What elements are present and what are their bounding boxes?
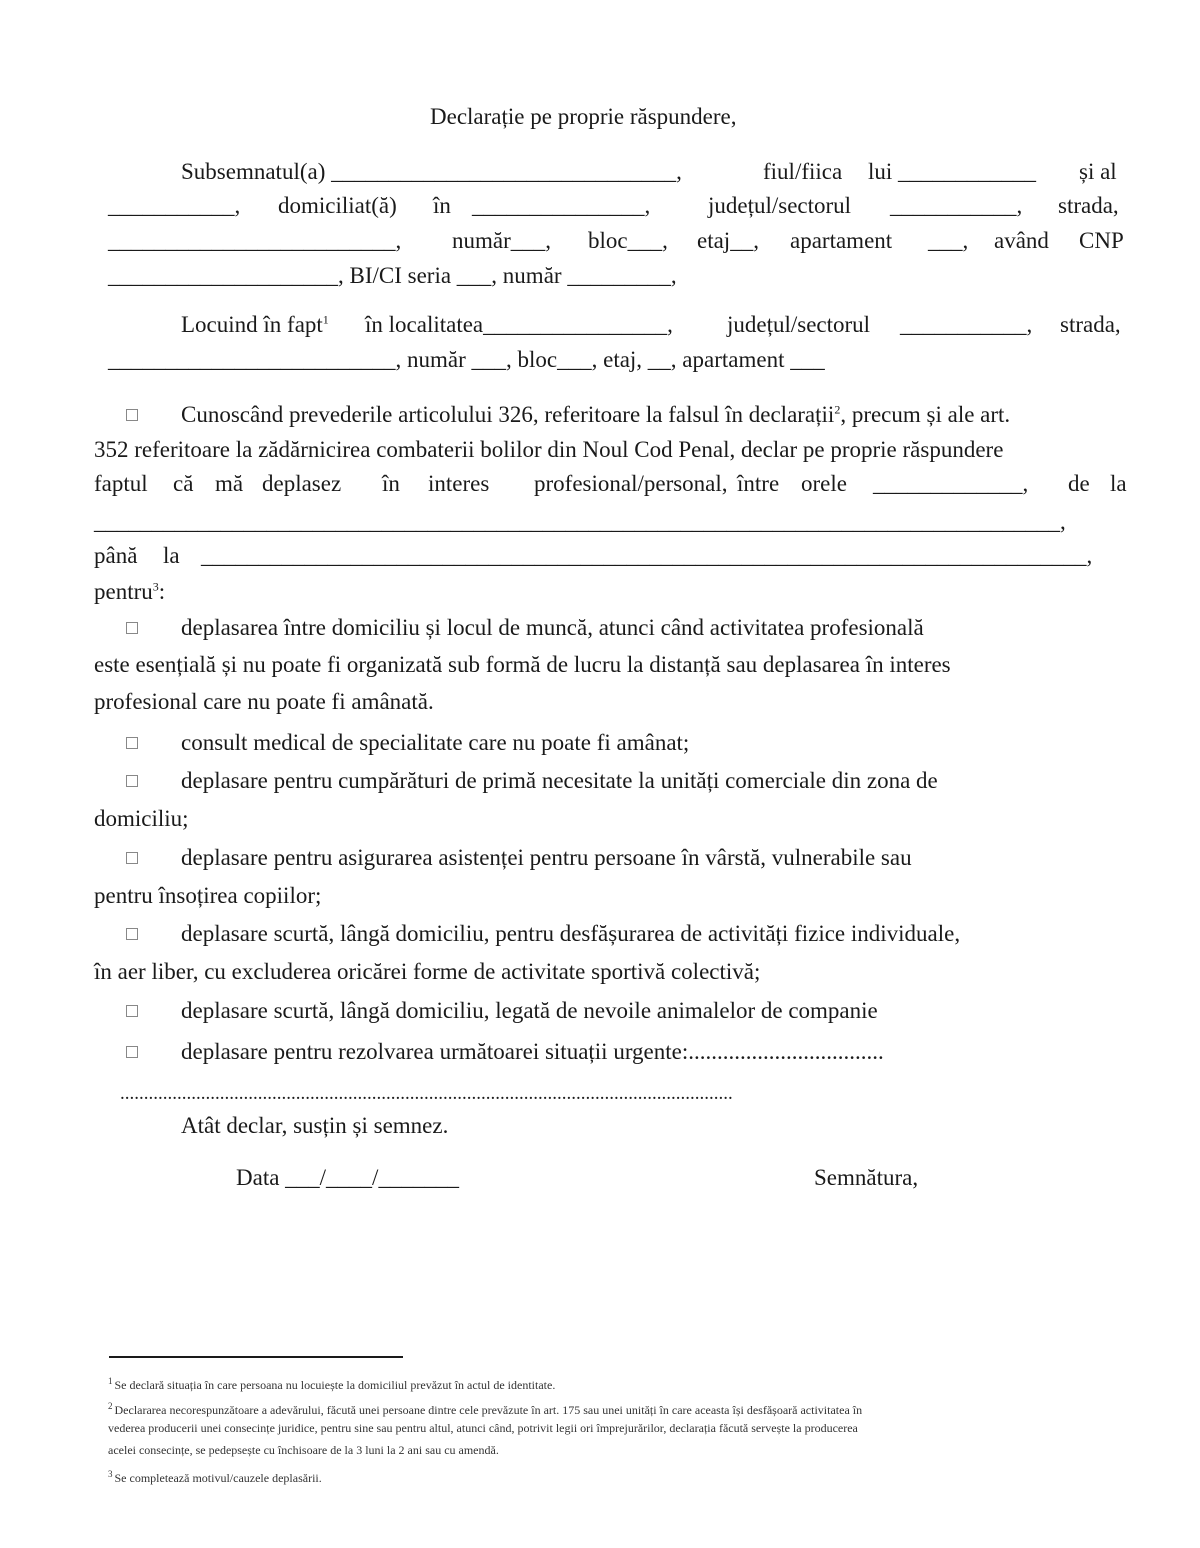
si-al-label: și al: [1079, 159, 1117, 184]
apartament-field: ___,: [928, 228, 969, 253]
document-title-line: [0, 99, 1200, 135]
reason-4-line-1: deplasare pentru asigurarea asistenței pentru persoane în vârstă, vulnerabile sau: [0, 840, 1200, 876]
identity-line-2: [0, 188, 1200, 224]
footnote-separator: [109, 1356, 403, 1358]
identity-line-1: [0, 154, 1200, 190]
reason-7-line: deplasare pentru rezolvarea următoarei situații urgente:..................................: [0, 1034, 1200, 1070]
reason-6-line: deplasare scurtă, lângă domiciliu, legată de nevoile animalelor de companie: [0, 993, 1200, 1029]
mama-field: ___________,: [108, 193, 241, 218]
reason-1-line-2: este esențială și nu poate fi organizată sub formă de lucru la distanță sau deplasarea în interes: [94, 652, 951, 677]
reason-7-checkbox[interactable]: [126, 1046, 138, 1058]
subsemnatul-label: Subsemnatul(a) ______________________________,: [181, 159, 682, 184]
declaration-line-5: până la _____________________________________________________________________________,: [0, 538, 1200, 574]
reason-4-checkbox[interactable]: [126, 852, 138, 864]
reason-5-line-1: deplasare scurtă, lângă domiciliu, pentru desfășurarea de activități fizice individuale,: [0, 916, 1200, 952]
residence-line-1: [0, 307, 1200, 343]
judet-field: ___________,: [890, 193, 1023, 218]
strada-residence-label: strada,: [1060, 312, 1121, 337]
declaration-line-2: 352 referitoare la zădărnicirea combaterii bolilor din Noul Cod Penal, declar pe proprie răspundere: [94, 437, 1004, 462]
domiciliu-field: _______________,: [472, 193, 651, 218]
residence-address-field: _________________________, număr ___, bloc___, etaj, __, apartament ___: [108, 347, 825, 372]
reason-3-checkbox[interactable]: [126, 775, 138, 787]
judet-residence-label: județul/sectorul: [727, 312, 871, 337]
declaration-checkbox[interactable]: [126, 409, 138, 421]
identity-line-3: [0, 223, 1200, 259]
date-signature-line: [0, 1160, 1200, 1196]
reason-3-line-1: deplasare pentru cumpărături de primă necesitate la unități comerciale din zona de: [0, 763, 1200, 799]
footnote-2-line-1: $^2$ Declararea necorespunzătoare a adevărului, făcută unei persoane dintre cele prevăzute în art. 175 sau unei unități în care aceasta își desfășoară activitatea în: [108, 1401, 863, 1417]
footnote-ref-3: 3: [152, 579, 159, 594]
bloc-field: bloc___,: [588, 228, 668, 253]
closing-statement-line: [0, 1108, 1200, 1144]
ora-field: _____________,: [873, 471, 1029, 496]
reason-6-checkbox[interactable]: [126, 1005, 138, 1017]
reason-3-line-2: domiciliu;: [94, 806, 189, 831]
footnote-2-line-3: acelei consecințe, se pedepsește cu închisoare de la 3 luni la 2 ani sau cu amendă.: [108, 1443, 499, 1457]
reason-1-checkbox[interactable]: [126, 622, 138, 634]
judet-label: județul/sectorul: [708, 193, 852, 218]
reason-7-continuation: .................................................................................................................................: [120, 1083, 733, 1104]
declaration-line-3: faptul că mă deplasez în interes profesional/personal, între orele _____________, de la: [0, 466, 1200, 502]
reason-1-line-3: profesional care nu poate fi amânată.: [94, 689, 434, 714]
declaration-line-1: Cunoscând prevederile articolului 326, referitoare la falsul în declarații$^2$, precum și ale art.: [0, 397, 1200, 433]
residence-line-2: [0, 342, 1200, 378]
footnote-ref-1: 1: [322, 312, 329, 327]
footnote-1: $^1$ Se declară situația în care persoana nu locuiește la domiciliul prevăzut în actul de identitate.: [108, 1376, 556, 1392]
cnp-bi-field: ____________________, BI/CI seria ___, număr _________,: [108, 263, 677, 288]
reason-5-checkbox[interactable]: [126, 928, 138, 940]
reason-5-line-2: în aer liber, cu excluderea oricărei forme de activitate sportivă colectivă;: [94, 959, 761, 984]
to-location-field: _____________________________________________________________________________,: [201, 543, 1093, 568]
footnote-2-line-2: vederea producerii unei consecințe juridice, pentru sine sau pentru altul, atunci când, potrivit legii ori împrejurărilor, declarația făcută servește la producerea: [108, 1421, 858, 1435]
document-title: Declarație pe proprie răspundere,: [430, 104, 737, 129]
reason-2-line: consult medical de specialitate care nu poate fi amânat;: [0, 725, 1200, 761]
from-location-field: ____________________________________________________________________________________,: [94, 509, 1066, 534]
cnp-label: CNP: [1079, 228, 1124, 253]
localitate-field: în localitatea________________,: [365, 312, 673, 337]
judet-residence-field: ___________,: [900, 312, 1033, 337]
identity-line-4: [0, 258, 1200, 294]
reason-4-line-2: pentru însoțirea copiilor;: [94, 883, 322, 908]
closing-statement: Atât declar, susțin și semnez.: [181, 1113, 449, 1138]
numar-field: număr___,: [452, 228, 552, 253]
fiul-fiica-label: fiul/fiica: [763, 159, 843, 184]
locuind-label: Locuind în fapt$^1$: [181, 312, 329, 337]
reason-2-checkbox[interactable]: [126, 737, 138, 749]
footnote-3: $^3$ Se completează motivul/cauzele deplasării.: [108, 1469, 322, 1485]
declaration-line-4: [0, 504, 1200, 540]
signature-label: Semnătura,: [814, 1165, 919, 1190]
domiciliat-label: domiciliat(ă): [278, 193, 397, 218]
etaj-field: etaj__,: [697, 228, 759, 253]
avand-label: având: [994, 228, 1049, 253]
in-label: în: [433, 193, 451, 218]
declaration-line-6: pentru$^3$:: [94, 579, 166, 604]
footnote-ref-2: 2: [834, 402, 841, 417]
reason-1-line-1: deplasarea între domiciliu și locul de muncă, atunci când activitatea profesională: [0, 610, 1200, 646]
date-field: Data ___/____/_______: [236, 1165, 459, 1190]
strada-label: strada,: [1058, 193, 1119, 218]
apartament-label: apartament: [790, 228, 893, 253]
tata-field: lui ____________: [868, 159, 1037, 184]
strada-field: _________________________,: [108, 228, 402, 253]
